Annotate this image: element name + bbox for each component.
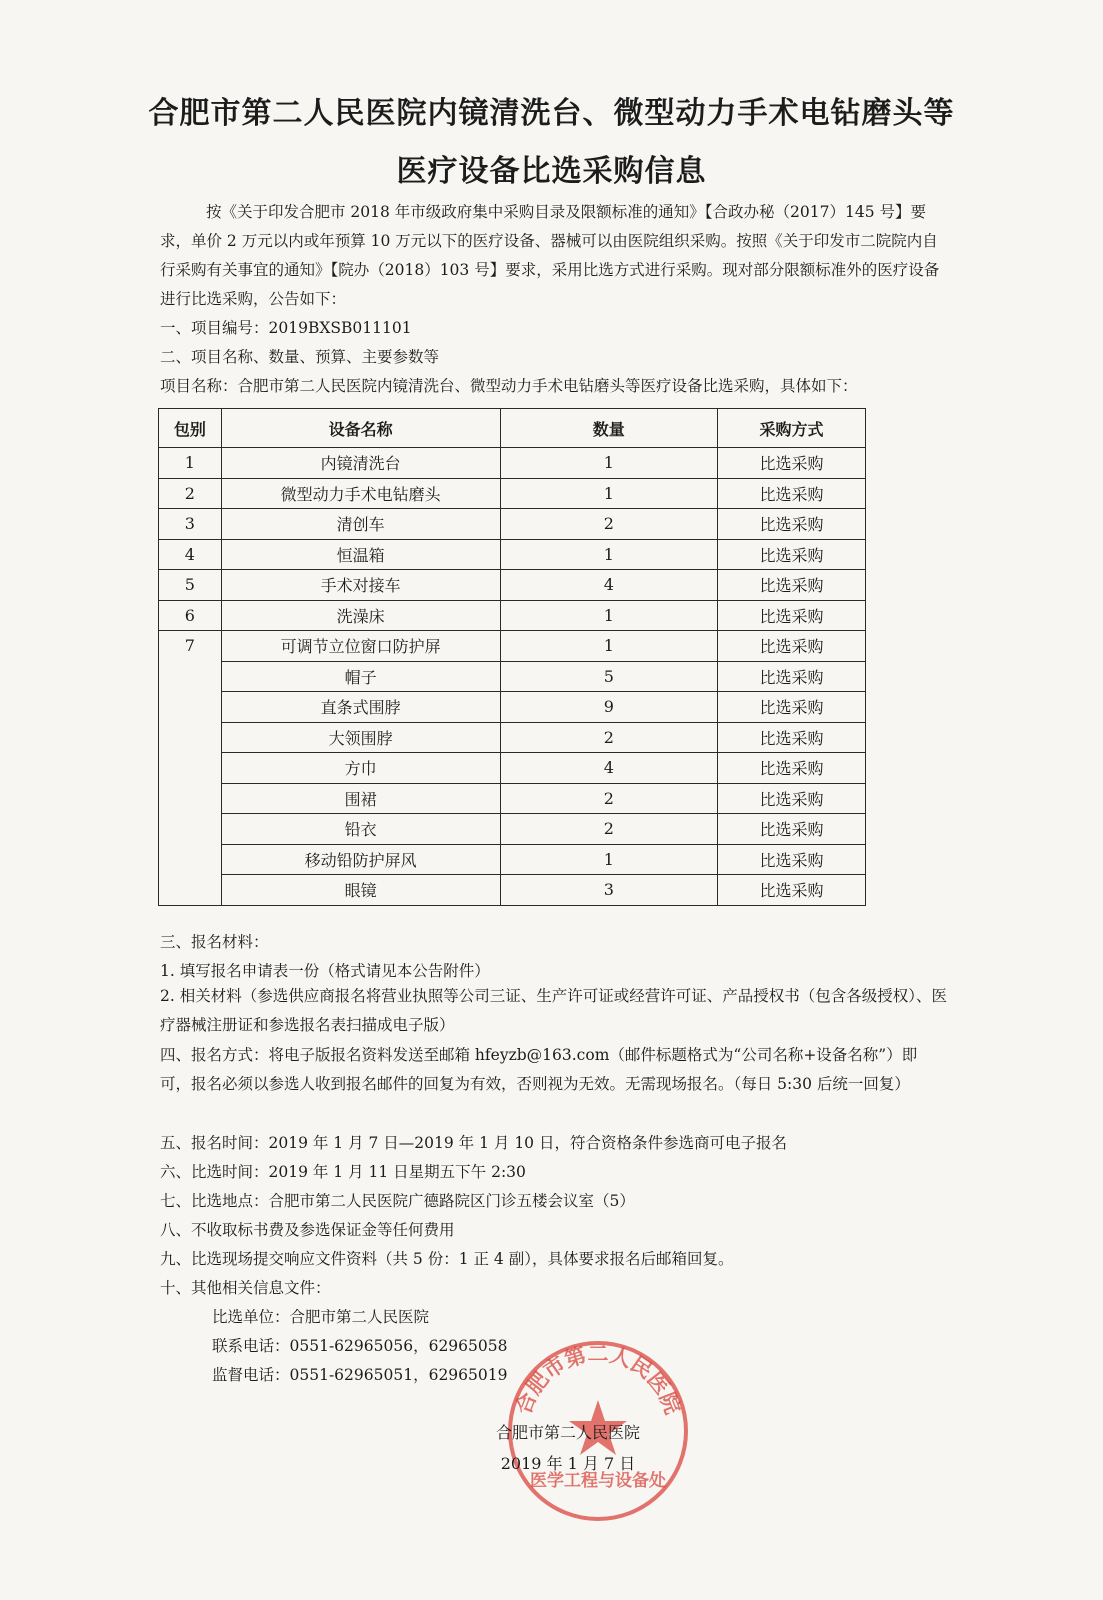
section-heading-materials: 三、报名材料：	[160, 933, 269, 951]
cell-quantity: 2	[500, 722, 717, 753]
cell-package: 1	[159, 448, 222, 479]
section-heading-items: 二、项目名称、数量、预算、主要参数等	[160, 348, 440, 366]
table-row	[159, 539, 866, 570]
table-row	[159, 875, 866, 906]
section-heading-other-info: 十、其他相关信息文件：	[160, 1279, 331, 1297]
contact-unit: 比选单位：合肥市第二人民医院	[212, 1308, 430, 1326]
cell-procurement-method: 比选采购	[718, 753, 866, 784]
cell-quantity: 2	[500, 814, 717, 845]
cell-package: 7	[159, 631, 222, 906]
cell-procurement-method: 比选采购	[718, 875, 866, 906]
cell-procurement-method: 比选采购	[718, 814, 866, 845]
table-row	[159, 631, 866, 662]
cell-quantity: 2	[500, 783, 717, 814]
cell-equipment-name: 铅衣	[221, 814, 500, 845]
cell-quantity: 2	[500, 509, 717, 540]
table-row	[159, 661, 866, 692]
cell-procurement-method: 比选采购	[718, 722, 866, 753]
no-fee-notice: 八、不收取标书费及参选保证金等任何费用	[160, 1221, 455, 1239]
project-number: 一、项目编号：2019BXSB011101	[160, 319, 412, 337]
registration-method: 四、报名方式：将电子版报名资料发送至邮箱 hfeyzb@163.com（邮件标题格式为“公司名称+设备名称”）即可，报名必须以参选人收到报名邮件的回复为有效，否则视为无效。无需现场报名。（每日 5:30 后统一回复）	[160, 1046, 918, 1093]
table-row	[159, 783, 866, 814]
cell-procurement-method: 比选采购	[718, 661, 866, 692]
intro-paragraph: 按《关于印发合肥市 2018 年市级政府集中采购目录及限额标准的通知》【合政办秘（2017）145 号】要求，单价 2 万元以内或年预算 10 万元以下的医疗设备、器械可以由医院组织采购。按照《关于印发市二院院内自行采购有关事宜的通知》【院办（2018）103 号】要求，采用比选方式进行采购。现对部分限额标准外的医疗设备进行比选采购，公告如下：	[160, 203, 940, 308]
contact-phone: 联系电话：0551-62965056，62965058	[212, 1337, 508, 1355]
table-row	[159, 570, 866, 601]
selection-location: 七、比选地点：合肥市第二人民医院广德路院区门诊五楼会议室（5）	[160, 1192, 635, 1210]
cell-procurement-method: 比选采购	[718, 692, 866, 723]
cell-equipment-name: 眼镜	[221, 875, 500, 906]
cell-quantity: 4	[500, 753, 717, 784]
cell-equipment-name: 大领围脖	[221, 722, 500, 753]
cell-procurement-method: 比选采购	[718, 631, 866, 662]
cell-procurement-method: 比选采购	[718, 570, 866, 601]
registration-time: 五、报名时间：2019 年 1 月 7 日—2019 年 1 月 10 日，符合资格条件参选商可电子报名	[160, 1134, 787, 1152]
seal-outer-text: 合肥市第二人民医院	[510, 1341, 686, 1418]
header-procurement-method: 采购方式	[718, 409, 866, 448]
cell-package: 3	[159, 509, 222, 540]
cell-package: 6	[159, 600, 222, 631]
table-row	[159, 844, 866, 875]
table-row	[159, 509, 866, 540]
selection-time: 六、比选时间：2019 年 1 月 11 日星期五下午 2:30	[160, 1163, 526, 1181]
cell-equipment-name: 方巾	[221, 753, 500, 784]
cell-equipment-name: 手术对接车	[221, 570, 500, 601]
signature-date: 2019 年 1 月 7 日	[500, 1454, 636, 1473]
materials-item-2: 2. 相关材料（参选供应商报名将营业执照等公司三证、生产许可证或经营许可证、产品授权书（包含各级授权）、医疗器械注册证和参选报名表扫描成电子版）	[160, 987, 947, 1034]
cell-quantity: 3	[500, 875, 717, 906]
cell-equipment-name: 微型动力手术电钻磨头	[221, 478, 500, 509]
table-row	[159, 753, 866, 784]
cell-procurement-method: 比选采购	[718, 478, 866, 509]
cell-procurement-method: 比选采购	[718, 509, 866, 540]
cell-equipment-name: 移动铅防护屏风	[221, 844, 500, 875]
cell-equipment-name: 帽子	[221, 661, 500, 692]
cell-procurement-method: 比选采购	[718, 448, 866, 479]
materials-item-1: 1. 填写报名申请表一份（格式请见本公告附件）	[160, 962, 490, 980]
cell-quantity: 1	[500, 478, 717, 509]
cell-quantity: 5	[500, 661, 717, 692]
equipment-table	[158, 408, 866, 906]
cell-quantity: 1	[500, 448, 717, 479]
cell-quantity: 1	[500, 631, 717, 662]
header-package: 包别	[159, 409, 222, 448]
submission-requirement: 九、比选现场提交响应文件资料（共 5 份：1 正 4 副），具体要求报名后邮箱回复。	[160, 1250, 734, 1268]
table-row	[159, 722, 866, 753]
cell-equipment-name: 恒温箱	[221, 539, 500, 570]
cell-quantity: 4	[500, 570, 717, 601]
cell-package: 2	[159, 478, 222, 509]
cell-equipment-name: 洗澡床	[221, 600, 500, 631]
cell-quantity: 1	[500, 539, 717, 570]
table-body	[159, 448, 866, 906]
table-header-row	[159, 409, 866, 448]
signature-organization: 合肥市第二人民医院	[495, 1423, 640, 1442]
cell-procurement-method: 比选采购	[718, 844, 866, 875]
table-row	[159, 448, 866, 479]
header-equipment-name: 设备名称	[221, 409, 500, 448]
table-row	[159, 478, 866, 509]
cell-procurement-method: 比选采购	[718, 783, 866, 814]
header-quantity: 数量	[500, 409, 717, 448]
table-row	[159, 600, 866, 631]
cell-equipment-name: 直条式围脖	[221, 692, 500, 723]
cell-procurement-method: 比选采购	[718, 600, 866, 631]
project-name-line: 项目名称：合肥市第二人民医院内镜清洗台、微型动力手术电钻磨头等医疗设备比选采购，具体如下：	[160, 377, 858, 395]
cell-equipment-name: 可调节立位窗口防护屏	[221, 631, 500, 662]
cell-equipment-name: 清创车	[221, 509, 500, 540]
cell-equipment-name: 内镜清洗台	[221, 448, 500, 479]
cell-quantity: 9	[500, 692, 717, 723]
supervision-phone: 监督电话：0551-62965051，62965019	[212, 1366, 508, 1384]
seal-inner-text: 医学工程与设备处	[530, 1471, 666, 1491]
cell-procurement-method: 比选采购	[718, 539, 866, 570]
cell-quantity: 1	[500, 600, 717, 631]
document-title-line2: 医疗设备比选采购信息	[396, 154, 707, 189]
table-row	[159, 692, 866, 723]
cell-quantity: 1	[500, 844, 717, 875]
document-title-line1: 合肥市第二人民医院内镜清洗台、微型动力手术电钻磨头等	[148, 96, 955, 131]
cell-package: 4	[159, 539, 222, 570]
table-row	[159, 814, 866, 845]
cell-package: 5	[159, 570, 222, 601]
cell-equipment-name: 围裙	[221, 783, 500, 814]
